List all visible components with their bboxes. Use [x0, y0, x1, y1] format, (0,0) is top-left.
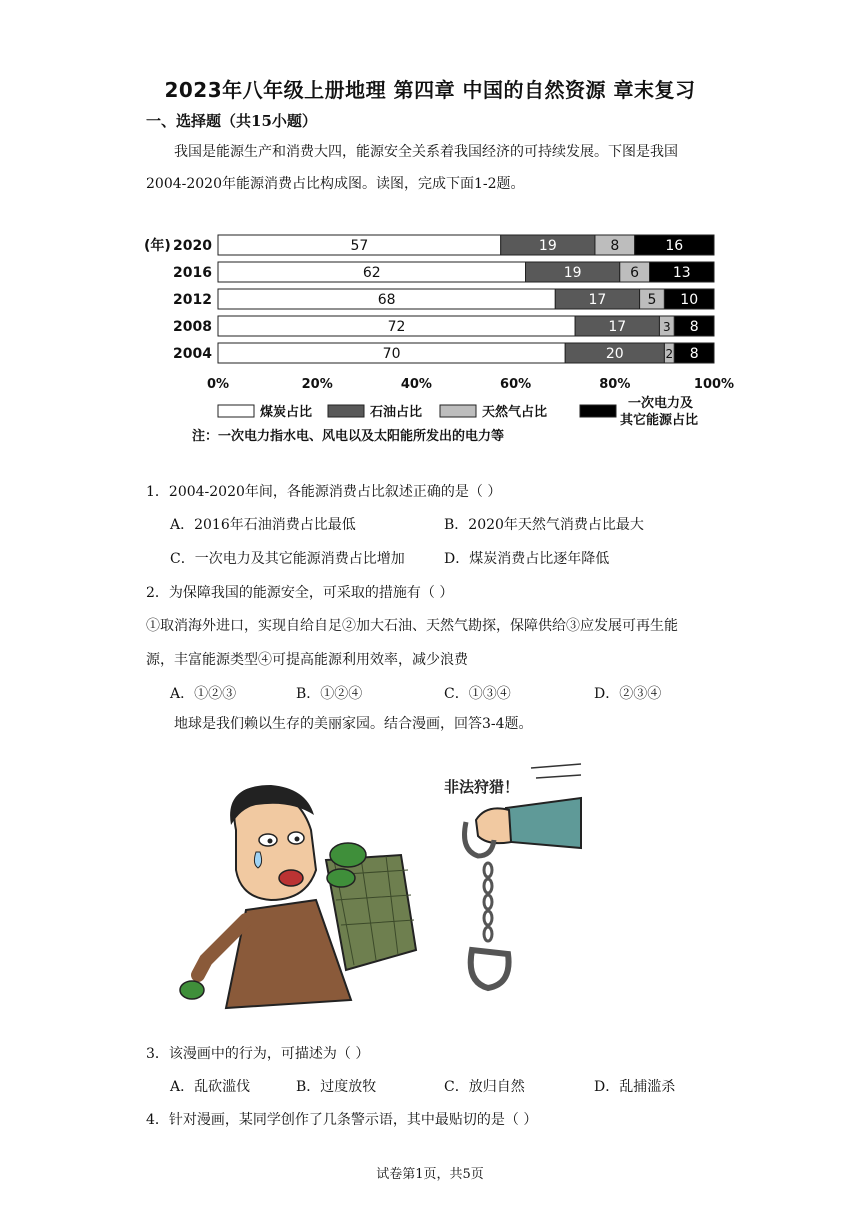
- question-2-line-1: ①取消海外进口，实现自给自足②加大石油、天然气勘探，保障供给③应发展可再生能: [146, 618, 678, 634]
- data-label: 10: [680, 292, 699, 308]
- intro-cartoon: 地球是我们赖以生存的美丽家园。结合漫画，回答3-4题。: [174, 716, 533, 732]
- data-label: 16: [665, 238, 684, 254]
- data-label: 5: [647, 292, 657, 308]
- x-tick-label: 40%: [400, 377, 432, 392]
- question-4-stem: 4．针对漫画，某同学创作了几条警示语，其中最贴切的是（ ）: [146, 1112, 538, 1128]
- y-tick-label: 2016: [173, 265, 212, 281]
- data-label: 20: [605, 346, 624, 362]
- q2-option-b[interactable]: B．①②④: [296, 686, 363, 702]
- data-label: 70: [382, 346, 401, 362]
- x-tick-label: 0%: [206, 377, 230, 392]
- energy-consumption-chart: [140, 225, 740, 460]
- q3-option-a[interactable]: A．乱砍滥伐: [170, 1079, 251, 1095]
- y-tick-label: 2012: [173, 292, 212, 308]
- cartoon-caption: 非法狩猎！: [444, 778, 520, 796]
- data-label: 8: [689, 319, 699, 335]
- legend-label: 其它能源占比: [620, 413, 699, 428]
- q2-option-d[interactable]: D．②③④: [594, 686, 662, 702]
- question-1-stem: 1．2004-2020年间，各能源消费占比叙述正确的是（ ）: [146, 484, 502, 500]
- intro-line-1: 我国是能源生产和消费大四，能源安全关系着我国经济的可持续发展。下图是我国: [174, 144, 678, 160]
- data-label: 62: [362, 265, 381, 281]
- q2-option-a[interactable]: A．①②③: [170, 686, 237, 702]
- q2-option-c[interactable]: C．①③④: [444, 686, 511, 702]
- legend-swatch: [218, 405, 254, 417]
- data-label: 72: [387, 319, 406, 335]
- y-tick-label: 2020: [173, 238, 212, 254]
- handcuff-panel: [444, 764, 581, 988]
- y-unit-label: (年): [144, 238, 171, 254]
- q3-option-d[interactable]: D．乱捕滥杀: [594, 1079, 676, 1095]
- x-tick-label: 100%: [693, 377, 735, 392]
- illegal-hunting-cartoon: [176, 760, 586, 1020]
- y-tick-label: 2004: [173, 346, 212, 362]
- page-title: 2023年八年级上册地理 第四章 中国的自然资源 章末复习: [164, 78, 696, 102]
- data-label: 8: [610, 238, 620, 254]
- data-label: 19: [563, 265, 582, 281]
- data-label: 17: [588, 292, 607, 308]
- legend-label: 天然气占比: [482, 405, 548, 420]
- data-label: 17: [608, 319, 627, 335]
- data-label: 19: [538, 238, 557, 254]
- hunter-figure: [180, 785, 416, 1008]
- question-2-line-2: 源，丰富能源类型④可提高能源利用效率，减少浪费: [146, 652, 468, 668]
- q1-option-a[interactable]: A．2016年石油消费占比最低: [170, 517, 356, 533]
- q3-option-b[interactable]: B．过度放牧: [296, 1079, 377, 1095]
- legend-swatch: [440, 405, 476, 417]
- page-footer: 试卷第1页，共5页: [376, 1167, 484, 1182]
- y-tick-label: 2008: [173, 319, 212, 335]
- x-tick-label: 60%: [500, 377, 532, 392]
- data-label: 2: [665, 347, 674, 361]
- question-2-stem: 2．为保障我国的能源安全，可采取的措施有（ ）: [146, 585, 454, 601]
- legend-label: 煤炭占比: [260, 405, 313, 420]
- legend-label: 一次电力及: [628, 396, 694, 411]
- q3-option-c[interactable]: C．放归自然: [444, 1079, 525, 1095]
- question-3-stem: 3．该漫画中的行为，可描述为（ ）: [146, 1046, 370, 1062]
- x-tick-label: 20%: [301, 377, 333, 392]
- legend-label: 石油占比: [370, 405, 423, 420]
- data-label: 6: [630, 265, 640, 281]
- legend-swatch: [328, 405, 364, 417]
- intro-line-2: 2004-2020年能源消费占比构成图。读图，完成下面1-2题。: [146, 176, 525, 192]
- data-label: 3: [663, 320, 671, 334]
- data-label: 13: [672, 265, 691, 281]
- q1-option-d[interactable]: D．煤炭消费占比逐年降低: [444, 551, 610, 567]
- data-label: 8: [689, 346, 699, 362]
- data-label: 57: [350, 238, 369, 254]
- x-tick-label: 80%: [599, 377, 631, 392]
- section-heading: 一、选择题（共15小题）: [146, 112, 317, 130]
- data-label: 68: [377, 292, 396, 308]
- q1-option-b[interactable]: B．2020年天然气消费占比最大: [444, 517, 644, 533]
- legend-swatch: [580, 405, 616, 417]
- q1-option-c[interactable]: C．一次电力及其它能源消费占比增加: [170, 551, 405, 567]
- chart-note: 注：一次电力指水电、风电以及太阳能所发出的电力等: [192, 429, 505, 444]
